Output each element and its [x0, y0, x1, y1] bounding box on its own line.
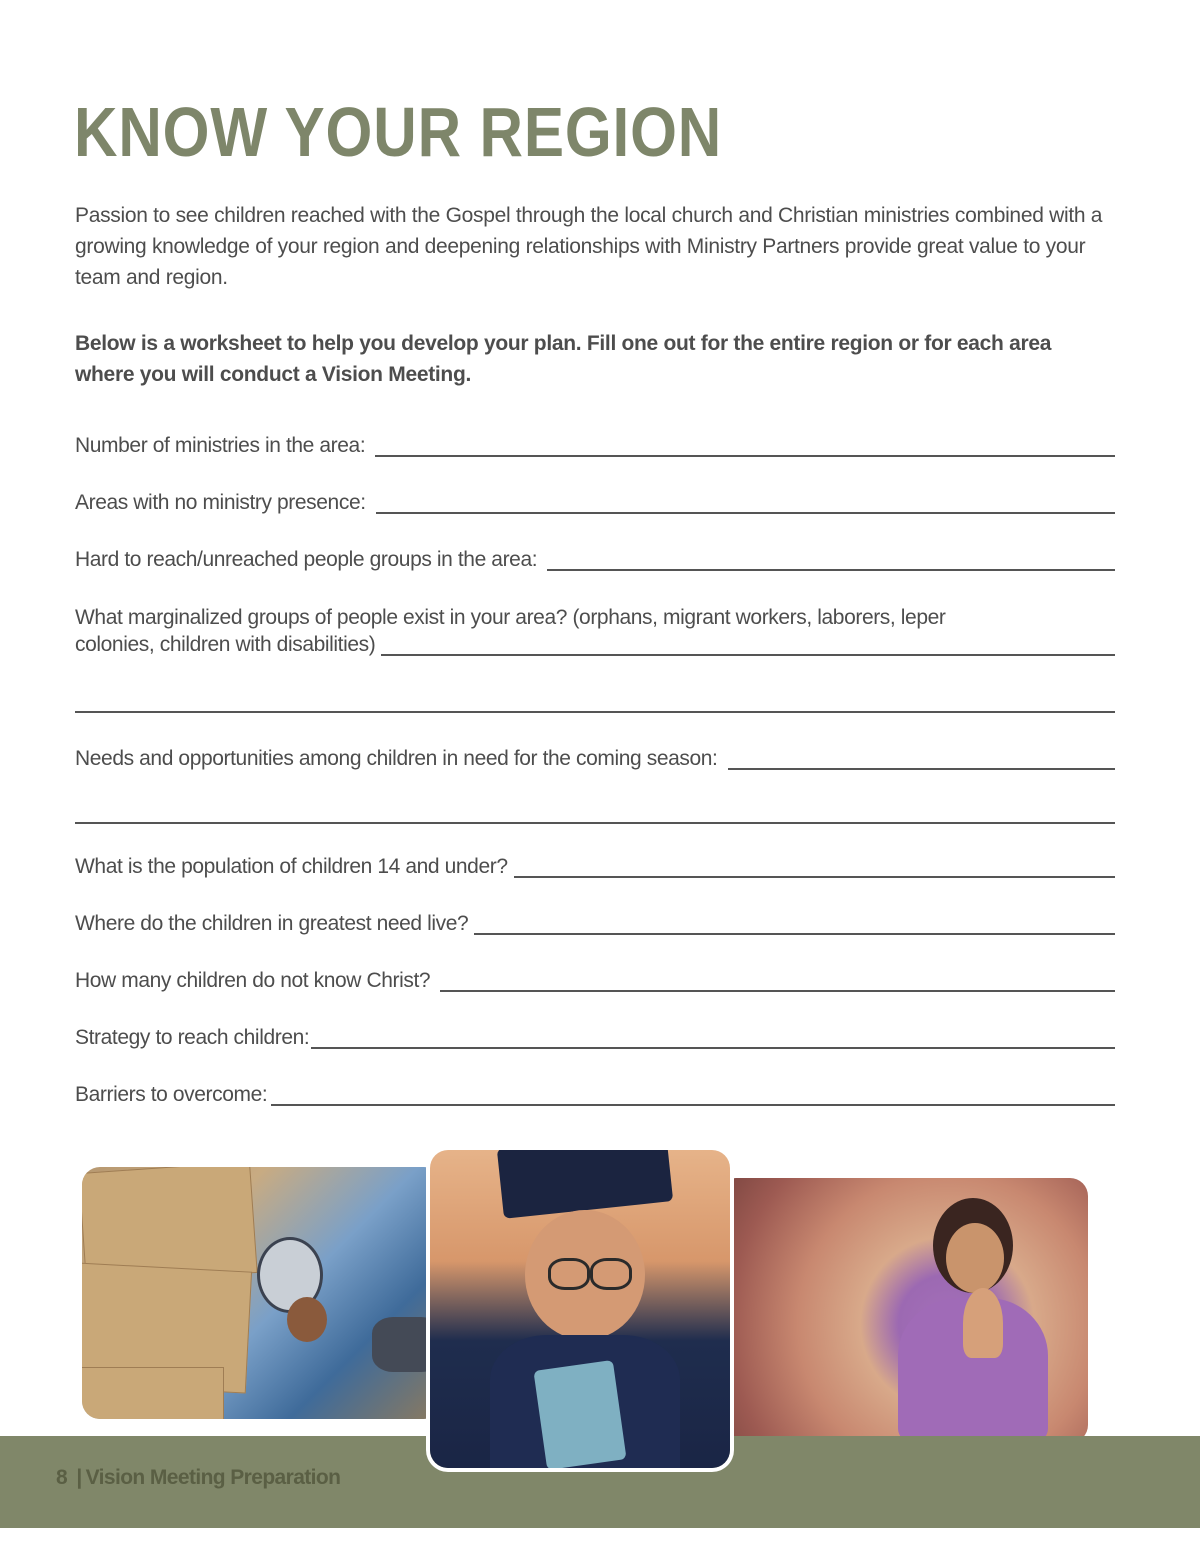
footer-caption [56, 1466, 340, 1490]
answer-line[interactable] [381, 634, 1115, 656]
field-strategy [75, 1024, 1115, 1051]
answer-line[interactable] [375, 435, 1115, 457]
footer-separator: | [76, 1466, 82, 1489]
field-barriers [75, 1081, 1115, 1108]
footer-section: Vision Meeting Preparation [85, 1466, 341, 1489]
photo-boxes-motorbike [82, 1167, 442, 1419]
field-label: What marginalized groups of people exist in your area? (orphans, migrant workers, laborers, leper [75, 606, 946, 629]
photo-praying-girl [718, 1178, 1088, 1443]
field-marginalized [75, 604, 1115, 658]
answer-line-extra[interactable] [75, 711, 1115, 713]
answer-line[interactable] [440, 970, 1115, 992]
field-label: Areas with no ministry presence: [75, 491, 366, 514]
page-title: KNOW YOUR REGION [74, 93, 723, 171]
answer-line-extra[interactable] [75, 822, 1115, 824]
field-unreached [75, 546, 1115, 573]
field-label: Barriers to overcome: [75, 1083, 268, 1106]
field-label-continued: colonies, children with disabilities) [75, 633, 376, 656]
field-greatest-need [75, 910, 1115, 937]
answer-line[interactable] [474, 913, 1115, 935]
page-number: 8 [56, 1466, 68, 1489]
field-needs [75, 745, 1115, 772]
answer-line[interactable] [514, 856, 1115, 878]
field-label: Needs and opportunities among children in need for the coming season: [75, 747, 718, 770]
worksheet-instructions: Below is a worksheet to help you develop your plan. Fill one out for the entire region or for each area where you will conduct a Vision Meeting. [75, 332, 1052, 386]
field-population [75, 853, 1115, 880]
answer-line[interactable] [547, 549, 1115, 571]
answer-line[interactable] [376, 492, 1115, 514]
field-ministries [75, 432, 1115, 459]
field-label: Hard to reach/unreached people groups in the area: [75, 548, 538, 571]
field-no-presence [75, 489, 1115, 516]
field-not-know-christ [75, 967, 1115, 994]
field-label: How many children do not know Christ? [75, 969, 431, 992]
field-label: Strategy to reach children: [75, 1026, 310, 1049]
answer-line[interactable] [271, 1084, 1115, 1106]
intro-paragraph: Passion to see children reached with the Gospel through the local church and Christian ministries combined with a growing knowledge of your region and deepening relationships with Ministry Partners provide great value to your team and region. [75, 204, 1103, 289]
field-label: Number of ministries in the area: [75, 434, 366, 457]
answer-line[interactable] [311, 1027, 1115, 1049]
field-label: What is the population of children 14 and under? [75, 855, 508, 878]
answer-line[interactable] [728, 748, 1116, 770]
photo-graduate-boy [430, 1150, 730, 1468]
field-label: Where do the children in greatest need live? [75, 912, 469, 935]
